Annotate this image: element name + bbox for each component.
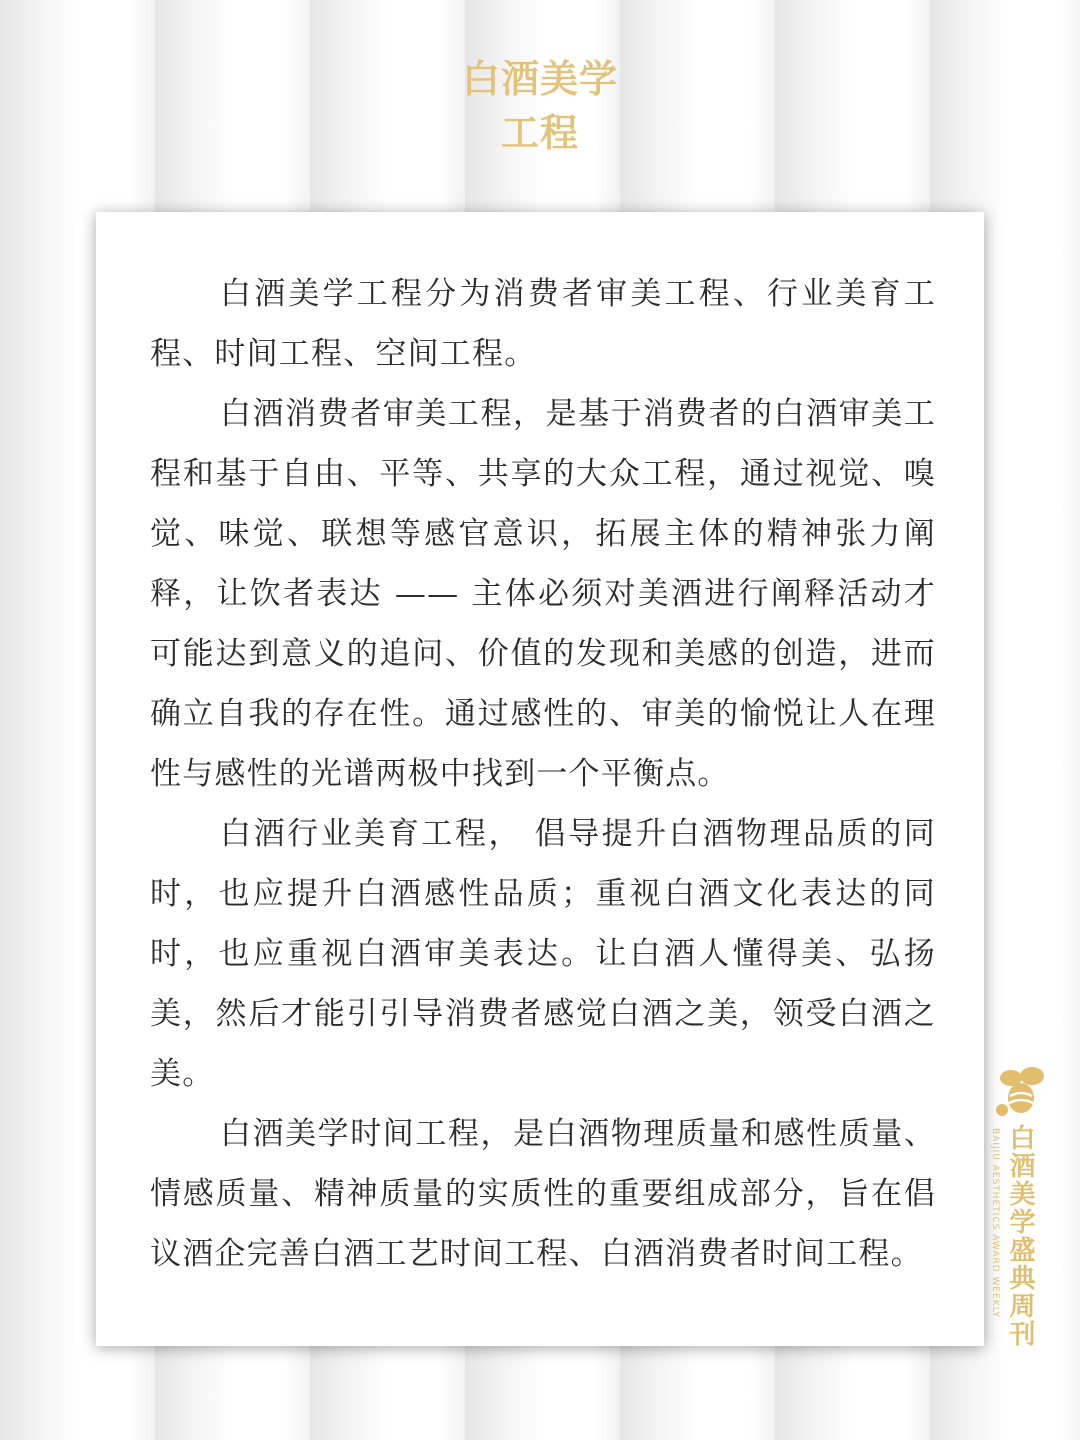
logo-english-name: BAIJIU AESTHETICS AWARD WEEKLY (990, 1128, 1000, 1319)
title-line-1: 白酒美学 (461, 56, 618, 101)
page-title (0, 52, 1080, 160)
content-card (96, 212, 984, 1346)
paragraph-4: 白酒美学时间工程，是白酒物理质量和感性质量、情感质量、精神质量的实质性的重要组成部分，旨在倡议酒企完善白酒工艺时间工程、白酒消费者时间工程。 (150, 1116, 936, 1272)
article-body (150, 264, 936, 1284)
paragraph-1: 白酒美学工程分为消费者审美工程、行业美育工程、时间工程、空间工程。 (150, 276, 936, 372)
brand-logo (990, 1066, 1060, 1356)
paragraph-2: 白酒消费者审美工程，是基于消费者的白酒审美工程和基于自由、平等、共享的大众工程，通过视觉、嗅觉、味觉、联想等感官意识，拓展主体的精神张力阐释，让饮者表达 —— 主体必须对美酒进行阐释活动才可能达到意义的追问、价值的发现和美感的创造，进而确立自我的存在性。通过感性的、审美的愉悦让人在理性与感性的光谱两极中找到一个平衡点。 (150, 396, 936, 792)
bee-icon (994, 1066, 1046, 1122)
logo-chinese-name: 白酒美学盛典周刊 (1005, 1124, 1035, 1348)
title-line-2: 工程 (500, 110, 579, 155)
paragraph-3: 白酒行业美育工程， 倡导提升白酒物理品质的同时，也应提升白酒感性品质；重视白酒文化表达的同时，也应重视白酒审美表达。让白酒人懂得美、弘扬美，然后才能引引导消费者感觉白酒之美，领受白酒之美。 (150, 816, 936, 1092)
